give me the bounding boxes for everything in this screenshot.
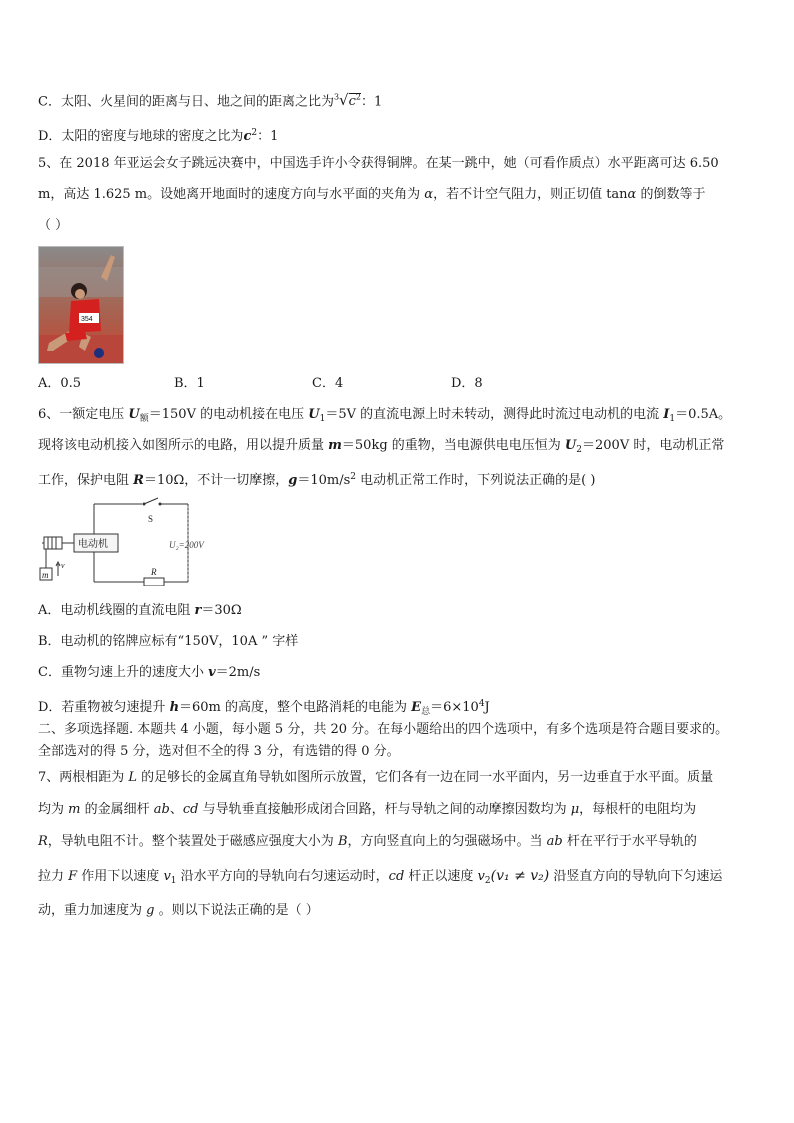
q5-option-a: A．0.5 xyxy=(38,376,82,391)
cube-root-expression: $^3√c^2$ xyxy=(333,91,361,110)
q5-option-c: C．4 xyxy=(312,376,344,391)
q6-option-a: A．电动机线圈的直流电阻 r＝30Ω xyxy=(38,603,242,618)
q7-line-4: 拉力 F 作用下以速度 $v_1$ 沿水平方向的导轨向右匀速运动时，cd 杆正以速度 $v_2(v_1 \ne v_2)$ 沿竖直方向的导轨向下匀速运 xyxy=(38,868,723,886)
q5-answer-paren: （ ） xyxy=(38,218,69,233)
motor-label: 电动机 xyxy=(78,539,108,550)
q7-line-2: 均为 m 的金属细杆 ab、cd 与导轨垂直接触形成闭合回路，杆与导轨之间的动摩擦因数均为 μ，每根杆的电阻均为 xyxy=(38,802,697,817)
q4-option-d: D．太阳的密度与地球的密度之比为$c^2$：1 xyxy=(38,128,279,144)
voltage-label: U₂=200V xyxy=(169,540,204,550)
q5-line-2: m，高达 1.625 m。设她离开地面时的速度方向与水平面的夹角为 α，若不计空气阻力，则正切值 tanα 的倒数等于 xyxy=(38,187,706,202)
q5-option-b: B．1 xyxy=(174,376,205,391)
q5-option-d: D．8 xyxy=(451,376,483,391)
resistor-label: R xyxy=(151,567,157,577)
q6-line-1: 6、一额定电压 $U_额=150V$ 的电动机接在电压 $U_1=5V$ 的直流电源上时未转动，测得此时流过电动机的电流 $I_1=0.5A$。 xyxy=(38,407,732,424)
q6-line-2: 现将该电动机接入如图所示的电路，用以提升质量 m＝50kg 的重物，当电源供电电压恒为 $U_2=200V$ 时，电动机正常 xyxy=(38,438,725,455)
section-2-heading-line-1: 二、多项选择题. 本题共 4 小题，每小题 5 分，共 20 分。在每小题给出的四个选项中，有多个选项是符合题目要求的。 xyxy=(38,722,729,737)
q7-line-5: 动，重力加速度为 g 。则以下说法正确的是（ ） xyxy=(38,903,319,918)
mass-label: m xyxy=(42,570,49,580)
section-2-heading-line-2: 全部选对的得 5 分，选对但不全的得 3 分，有选错的得 0 分。 xyxy=(38,744,400,759)
q6-option-c: C．重物匀速上升的速度大小 v＝2m/s xyxy=(38,665,261,680)
q4-option-c: C．太阳、火星间的距离与日、地之间的距离之比为$^3√c^2$：1 xyxy=(38,91,383,110)
switch-label: S xyxy=(148,514,154,524)
q5-line-1: 5、在 2018 年亚运会女子跳远决赛中，中国选手许小令获得铜牌。在某一跳中，她（可看作质点）水平距离可达 6.50 xyxy=(38,156,719,171)
long-jump-photo xyxy=(38,246,124,364)
velocity-label: v xyxy=(61,561,65,570)
q7-line-1: 7、两根相距为 L 的足够长的金属直角导轨如图所示放置，它们各有一边在同一水平面内，另一边垂直于水平面。质量 xyxy=(38,770,714,785)
motor-circuit-diagram xyxy=(38,494,218,586)
bib-number: 354 xyxy=(81,316,93,323)
q6-option-d: D．若重物被匀速提升 h＝60m 的高度，整个电路消耗的电能为 $E_总=6\times 10^4J$ xyxy=(38,699,490,717)
q6-line-3: 工作，保护电阻 R＝10Ω，不计一切摩擦，$g=10m/s^2$ 电动机正常工作时，下列说法正确的是( ) xyxy=(38,472,596,488)
q6-option-b: B．电动机的铭牌应标有“150V，10A ” 字样 xyxy=(38,634,299,649)
q7-line-3: R，导轨电阻不计。整个装置处于磁感应强度大小为 B，方向竖直向上的匀强磁场中。当 ab 杆在平行于水平导轨的 xyxy=(38,834,697,849)
